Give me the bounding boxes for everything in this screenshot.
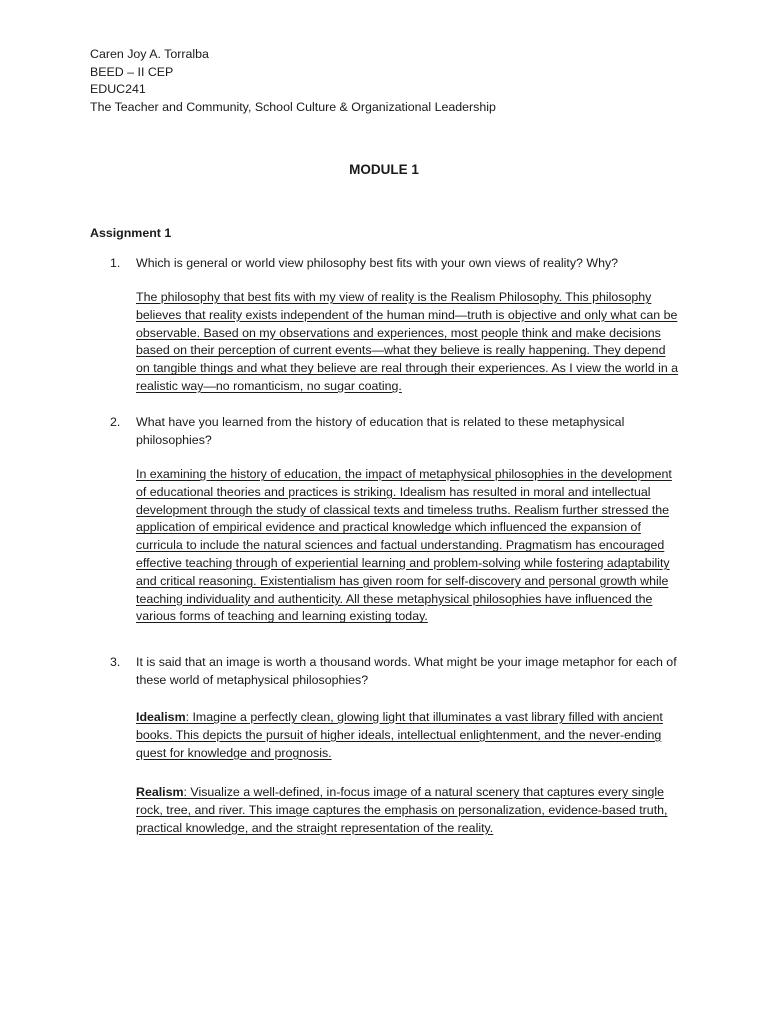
term-realism: Realism xyxy=(136,785,184,799)
question-2 xyxy=(110,413,680,449)
question-text: What have you learned from the history of education that is related to these metaphysical philosophies? xyxy=(136,415,625,447)
question-text: It is said that an image is worth a thousand words. What might be your image metaphor for each of these world of metaphysical philosophies? xyxy=(136,655,677,687)
assignment-label: Assignment 1 xyxy=(90,226,172,240)
answer-3-idealism xyxy=(136,709,680,762)
term-idealism: Idealism xyxy=(136,710,186,724)
document-header xyxy=(90,46,496,116)
answer-3-realism xyxy=(136,784,680,837)
student-name: Caren Joy A. Torralba xyxy=(90,47,209,61)
realism-text: : Visualize a well-defined, in-focus image of a natural scenery that captures every single rock, tree, and river. This image captures the emphasis on personalization, evidence-based truth, practical knowledge, and the straight representation of the reality. xyxy=(136,785,668,835)
question-number: 3. xyxy=(110,655,121,669)
answer-1: The philosophy that best fits with my view of reality is the Realism Philosophy. This philosophy believes that reality exists independent of the human mind—truth is objective and only what can be observable. Based on my observations and experiences, most people think and make decisions based on their perception of current events—what they believe is really happening. They depend on tangible things and what they believe are real through their experiences. As I view the world in a realistic way—no romanticism, no sugar coating. xyxy=(136,290,679,393)
question-1 xyxy=(110,254,680,272)
program: BEED – II CEP xyxy=(90,64,174,79)
question-3 xyxy=(110,653,680,689)
idealism-text: : Imagine a perfectly clean, glowing light that illuminates a vast library filled with ancient books. This depicts the pursuit of higher ideals, intellectual enlightenment, and the never-ending quest for knowledge and prognosis. xyxy=(136,710,663,760)
question-number: 1. xyxy=(110,256,121,270)
question-text: Which is general or world view philosophy best fits with your own views of reality? Why? xyxy=(136,256,619,270)
course-title: The Teacher and Community, School Culture & Organizational Leadership xyxy=(90,99,496,114)
question-number: 2. xyxy=(110,415,121,429)
answer-2: In examining the history of education, the impact of metaphysical philosophies in the development of educational theories and practices is striking. Idealism has resulted in moral and intellectual development through the study of classical texts and timeless truths. Realism further stressed the application of empirical evidence and practical knowledge which influenced the expansion of curricula to include the natural sciences and factual understanding. Pragmatism has encouraged effective teaching through of experiential learning and problem-solving while fostering adaptability and critical reasoning. Existentialism has given room for self-discovery and personal growth while teaching individuality and authenticity. All these metaphysical philosophies have influenced the various forms of teaching and learning existing today. xyxy=(136,467,672,624)
course-code: EDUC241 xyxy=(90,82,146,96)
page-title: MODULE 1 xyxy=(349,162,419,177)
